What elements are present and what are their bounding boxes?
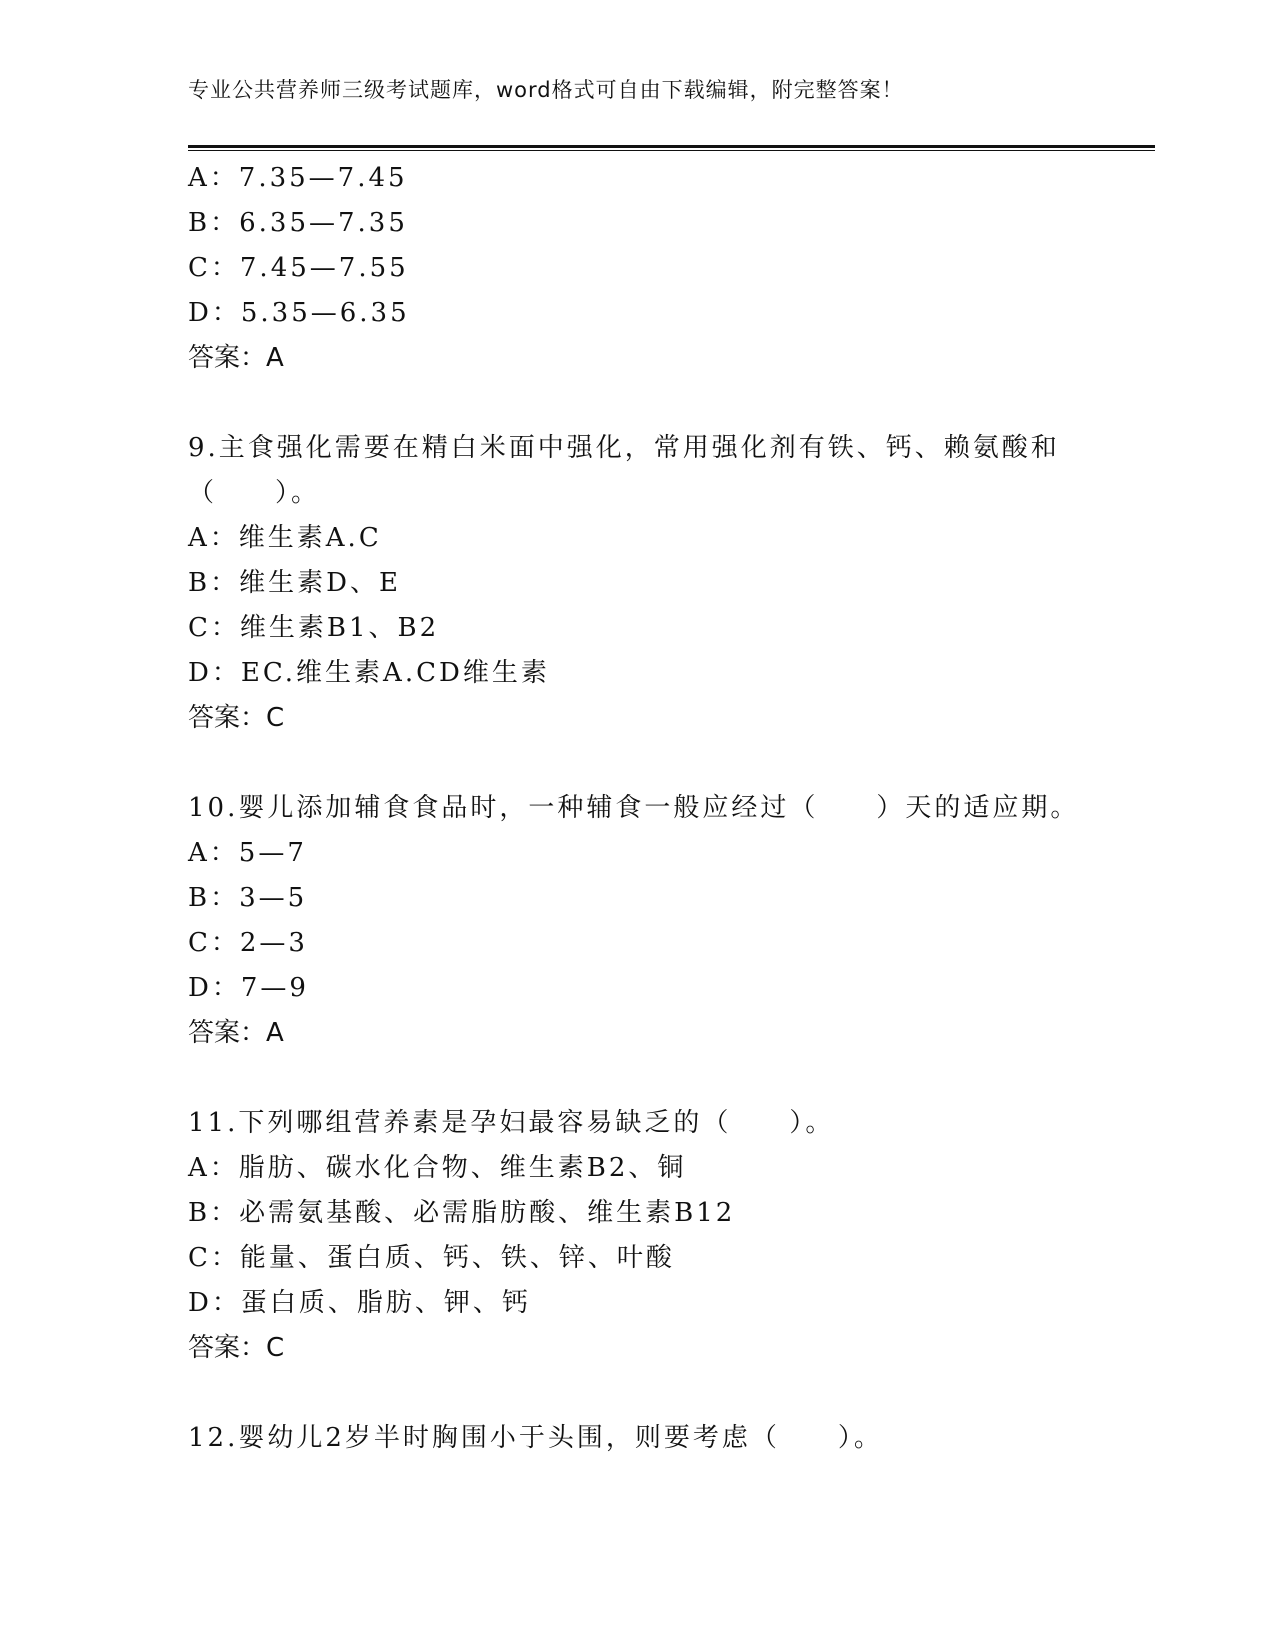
- q11-option-d: D：蛋白质、脂肪、钾、钙: [188, 1288, 531, 1318]
- q11-option-a: A：脂肪、碳水化合物、维生素B2、铜: [188, 1153, 687, 1183]
- q11-stem: 11.下列哪组营养素是孕妇最容易缺乏的（ ）。: [188, 1108, 835, 1138]
- q10-option-b: B：3—5: [188, 883, 308, 913]
- q11-answer: 答案：C: [188, 1333, 285, 1363]
- q10-option-c: C：2—3: [188, 928, 308, 958]
- q9-stem-line2: （ ）。: [188, 478, 321, 508]
- q9-stem-line1: 9.主食强化需要在精白米面中强化，常用强化剂有铁、钙、赖氨酸和: [188, 433, 1060, 463]
- header-rule-thick: [188, 145, 1155, 148]
- q10-answer: 答案：A: [188, 1018, 284, 1048]
- q8-answer: 答案：A: [188, 343, 284, 373]
- q8-option-c: C：7.45—7.55: [188, 253, 409, 283]
- q12-stem: 12.婴幼儿2岁半时胸围小于头围，则要考虑（ ）。: [188, 1423, 883, 1453]
- header-rule-thin: [188, 150, 1155, 151]
- q8-option-a: A：7.35—7.45: [188, 163, 408, 193]
- q10-stem: 10.婴儿添加辅食食品时，一种辅食一般应经过（ ）天的适应期。: [188, 793, 1080, 823]
- q8-option-b: B：6.35—7.35: [188, 208, 408, 238]
- q11-option-b: B：必需氨基酸、必需脂肪酸、维生素B12: [188, 1198, 736, 1228]
- q9-option-a: A：维生素A.C: [188, 523, 382, 553]
- q9-option-c: C：维生素B1、B2: [188, 613, 440, 643]
- q9-option-d: D：EC.维生素A.CD维生素: [188, 658, 550, 688]
- q8-option-d: D：5.35—6.35: [188, 298, 410, 328]
- q9-option-b: B：维生素D、E: [188, 568, 401, 598]
- q10-option-d: D：7—9: [188, 973, 309, 1003]
- page-header: 专业公共营养师三级考试题库，word格式可自由下载编辑，附完整答案！: [188, 78, 904, 102]
- q9-answer: 答案：C: [188, 703, 285, 733]
- q11-option-c: C：能量、蛋白质、钙、铁、锌、叶酸: [188, 1243, 675, 1273]
- q10-option-a: A：5—7: [188, 838, 307, 868]
